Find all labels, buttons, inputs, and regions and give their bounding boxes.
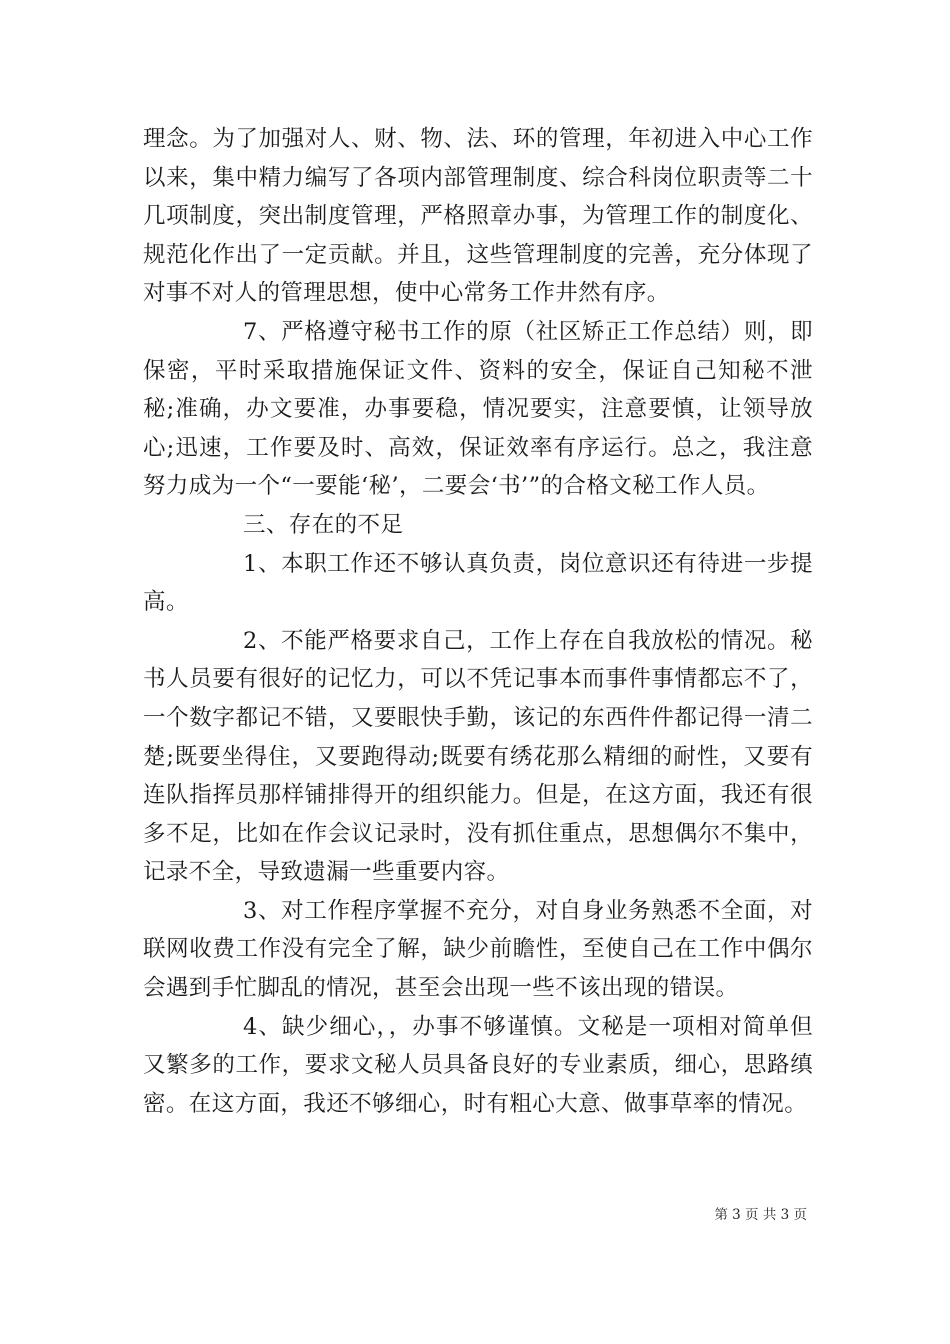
document-body (143, 120, 813, 1123)
page-number-footer: 第 3 页 共 3 页 (714, 1207, 807, 1223)
paragraph-item-7: 7、严格遵守秘书工作的原（社区矫正工作总结）则，即保密，平时采取措施保证文件、资料的安全，保证自己知秘不泄秘;准确，办文要准，办事要稳，情况要实，注意要慎，让领导放心;迅速，工作要及时、高效，保证效率有序运行。总之，我注意努力成为一个“一要能‘秘’，二要会‘书’”的合格文秘工作人员。 (143, 318, 813, 500)
paragraph-shortcoming-2: 2、不能严格要求自己，工作上存在自我放松的情况。秘书人员要有很好的记忆力，可以不凭记事本而事件事情都忘不了，一个数字都记不错，又要眼快手勤，该记的东西件件都记得一清二楚;既要坐得住，又要跑得动;既要有绣花那么精细的耐性，又要有连队指挥员那样铺排得开的组织能力。但是，在这方面，我还有很多不足，比如在作会议记录时，没有抓住重点，思想偶尔不集中，记录不全，导致遗漏一些重要内容。 (143, 627, 813, 886)
paragraph-management-concept: 理念。为了加强对人、财、物、法、环的管理，年初进入中心工作以来，集中精力编写了各项内部管理制度、综合科岗位职责等二十几项制度，突出制度管理，严格照章办事，为管理工作的制度化、规范化作出了一定贡献。并且，这些管理制度的完善，充分体现了对事不对人的管理思想，使中心常务工作井然有序。 (143, 126, 813, 307)
paragraph-shortcoming-3: 3、对工作程序掌握不充分，对自身业务熟悉不全面，对联网收费工作没有完全了解，缺少前瞻性，至使自己在工作中偶尔会遇到手忙脚乱的情况，甚至会出现一些不该出现的错误。 (143, 897, 813, 1002)
section-heading-shortcomings: 三、存在的不足 (243, 511, 404, 538)
paragraph-shortcoming-4: 4、缺少细心，，办事不够谨慎。文秘是一项相对简单但又繁多的工作，要求文秘人员具备良好的专业素质，细心，思路缜密。在这方面，我还不够细心，时有粗心大意、做事草率的情况。 (143, 1013, 813, 1117)
paragraph-shortcoming-1: 1、本职工作还不够认真负责，岗位意识还有待进一步提高。 (143, 550, 813, 616)
